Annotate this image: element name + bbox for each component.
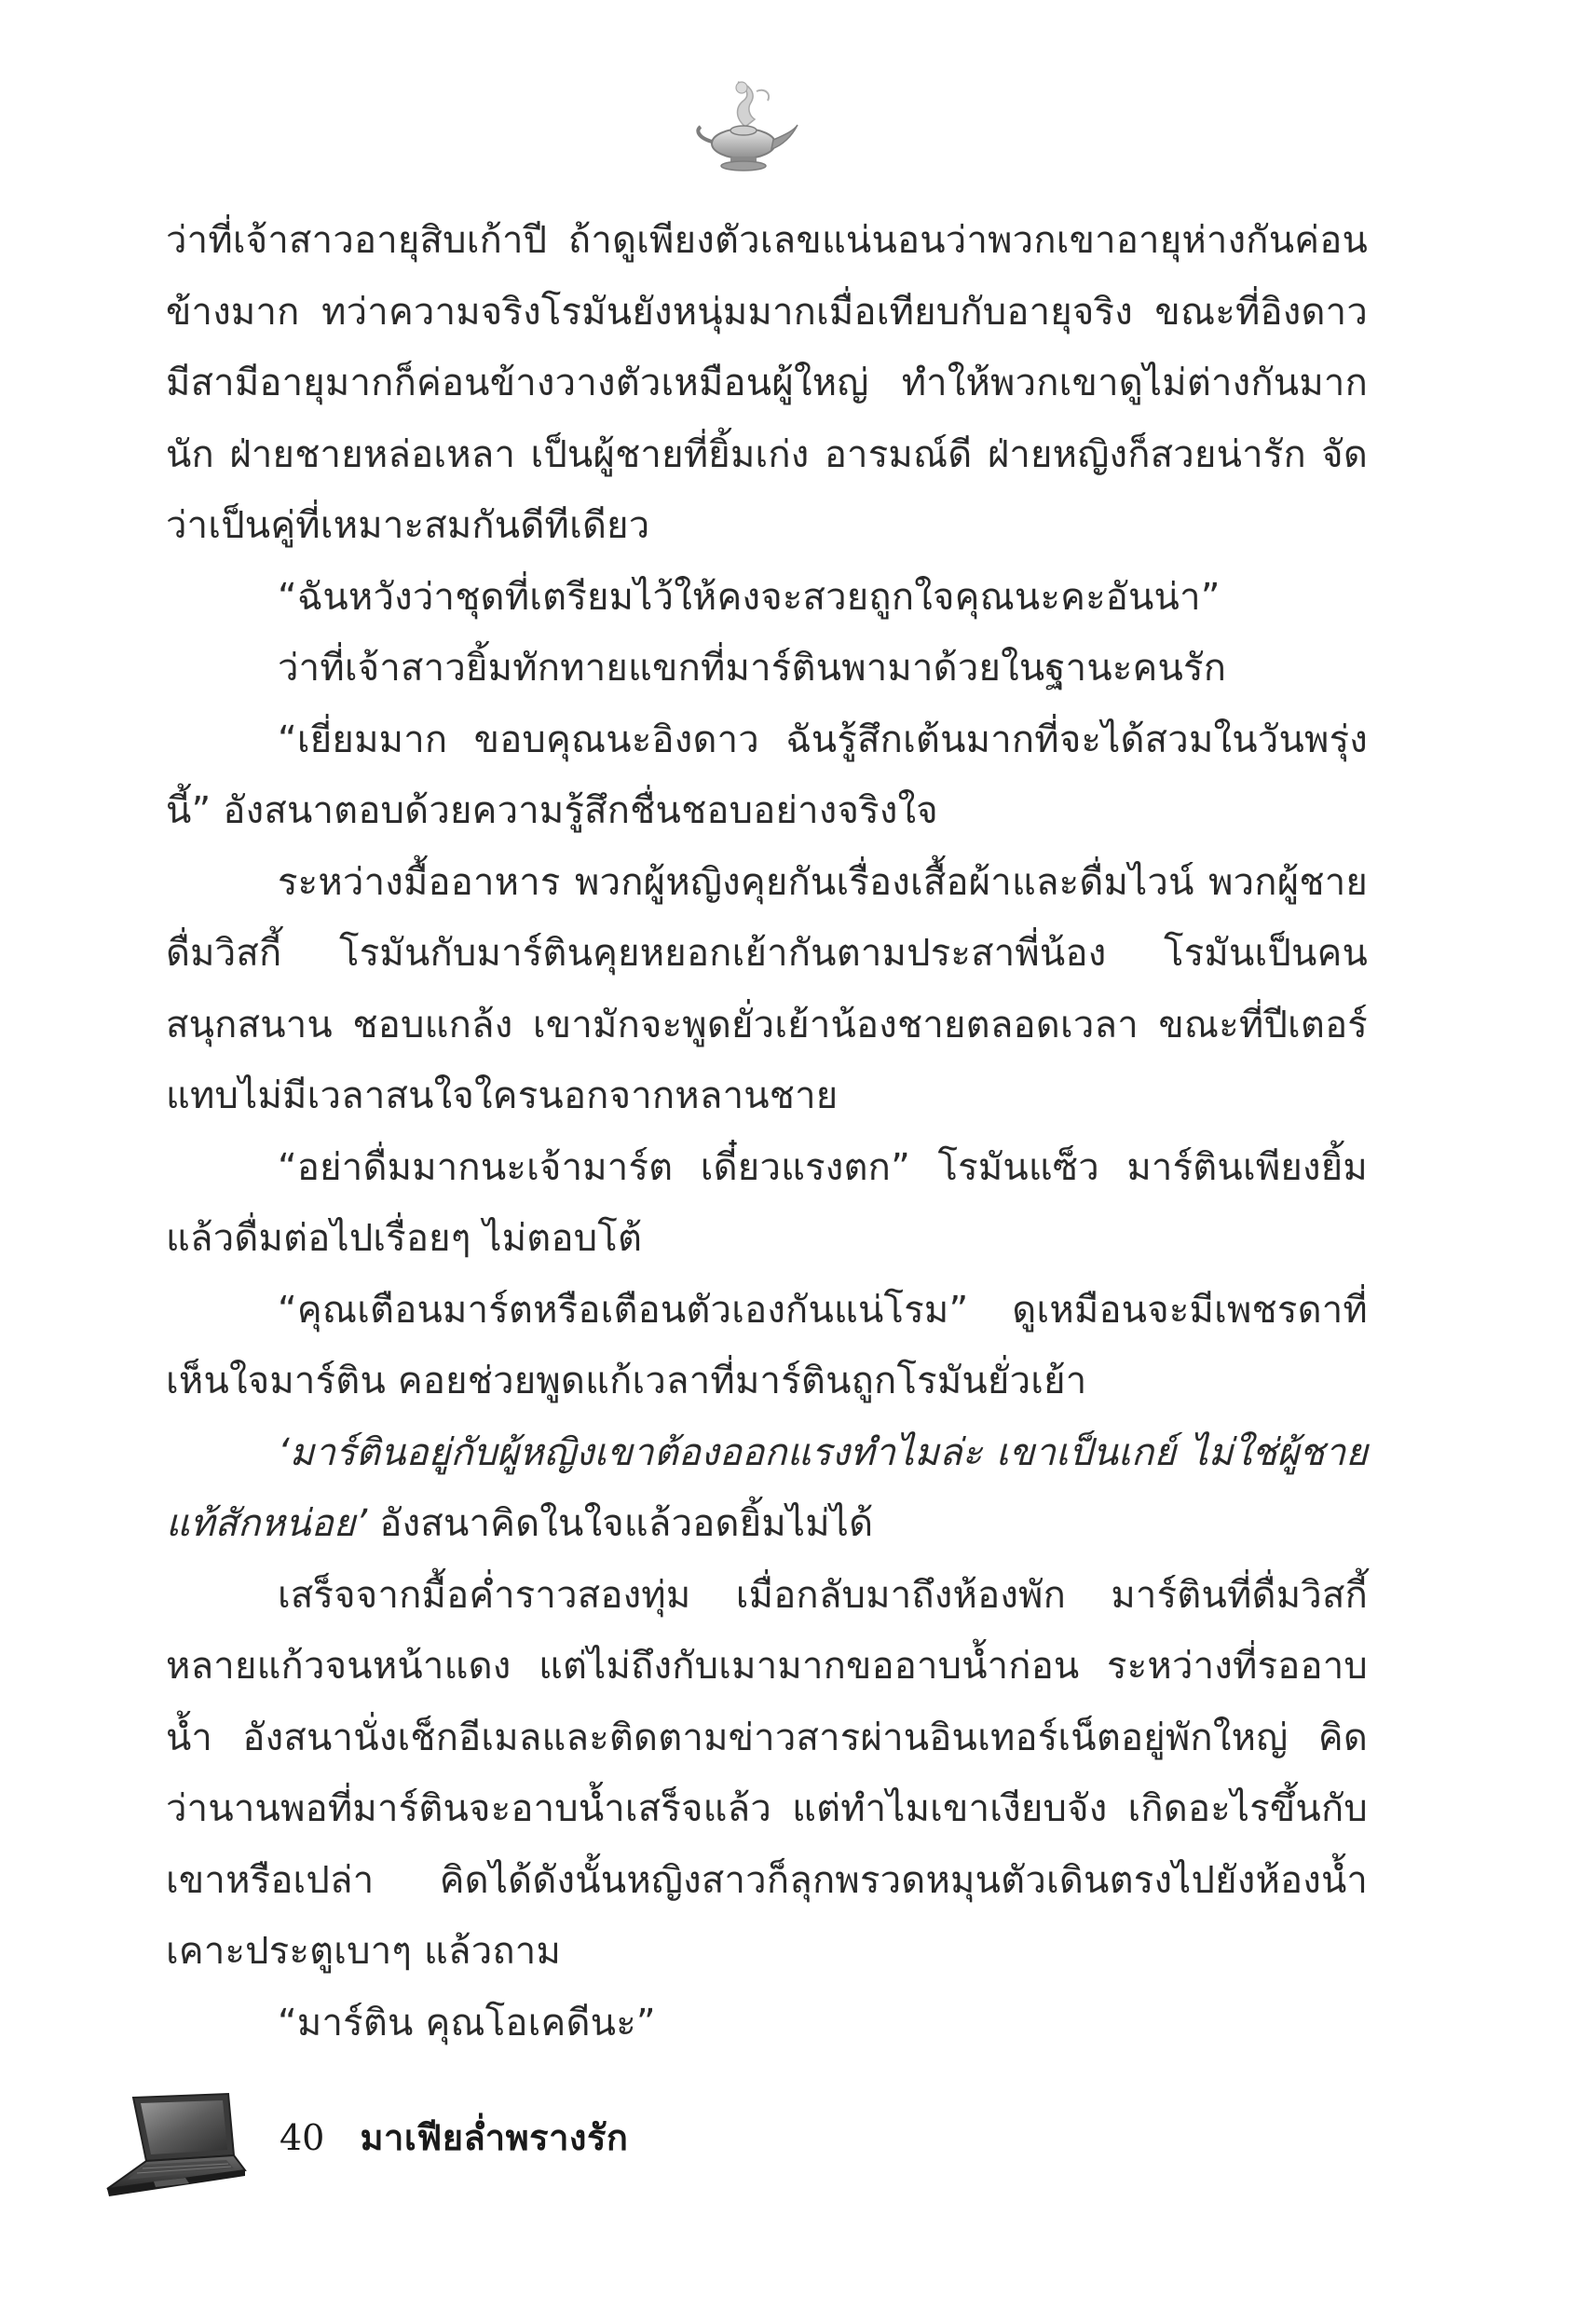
paragraph-5: ระหว่างมื้ออาหาร พวกผู้หญิงคุยกันเรื่องเสื้อผ้าและดื่มไวน์ พวกผู้ชายดื่มวิสกี้ โรมันกับมาร์ตินคุยหยอกเย้ากันตามประสาพี่น้อง โรมันเป็นคนสนุกสนาน ชอบแกล้ง เขามักจะพูดยั่วเย้าน้องชายตลอดเวลา ขณะที่ปีเตอร์แทบไม่มีเวลาสนใจใครนอกจากหลานชาย — [166, 860, 1368, 1117]
chapter-body — [166, 205, 1368, 2058]
magic-lamp-icon — [689, 73, 801, 175]
book-title: มาเฟียล่ำพรางรัก — [360, 2117, 629, 2158]
paragraph-8 — [166, 1417, 1368, 1560]
paragraph-3: ว่าที่เจ้าสาวยิ้มทักทายแขกที่มาร์ตินพามาด้วยในฐานะคนรัก — [278, 647, 1227, 690]
page-footer — [280, 2115, 628, 2160]
inner-thought-italic: ‘มาร์ตินอยู่กับผู้หญิงเขาต้องออกแรงทำไมล่ะ เขาเป็นเกย์ ไม่ใช่ผู้ชายแท้สักหน่อย’ — [166, 1430, 1368, 1545]
paragraph-4: “เยี่ยมมาก ขอบคุณนะอิงดาว ฉันรู้สึกเต้นมากที่จะได้สวมในวันพรุ่งนี้” อังสนาตอบด้วยความรู้สึกชื่นชอบอย่างจริงใจ — [166, 718, 1368, 832]
paragraph-7: “คุณเตือนมาร์ตหรือเตือนตัวเองกันแน่โรม” ดูเหมือนจะมีเพชรดาที่เห็นใจมาร์ติน คอยช่วยพูดแก้เวลาที่มาร์ตินถูกโรมันยั่วเย้า — [166, 1288, 1368, 1402]
paragraph-10: “มาร์ติน คุณโอเคดีนะ” — [278, 2001, 656, 2044]
paragraph-9: เสร็จจากมื้อค่ำราวสองทุ่ม เมื่อกลับมาถึงห้องพัก มาร์ตินที่ดื่มวิสกี้หลายแก้วจนหน้าแดง แต่ไม่ถึงกับเมามากขออาบน้ำก่อน ระหว่างที่รออาบน้ำ อังสนานั่งเช็กอีเมลและติดตามข่าวสารผ่านอินเทอร์เน็ตอยู่พักใหญ่ คิดว่านานพอที่มาร์ตินจะอาบน้ำเสร็จแล้ว แต่ทำไมเขาเงียบจัง เกิดอะไรขึ้นกับเขาหรือเปล่า คิดได้ดังนั้นหญิงสาวก็ลุกพรวดหมุนตัวเดินตรงไปยังห้องน้ำ เคาะประตูเบาๆ แล้วถาม — [166, 1573, 1368, 1973]
paragraph-6: “อย่าดื่มมากนะเจ้ามาร์ต เดี๋ยวแรงตก” โรมันแซ็ว มาร์ตินเพียงยิ้ม แล้วดื่มต่อไปเรื่อยๆ ไม่ตอบโต้ — [166, 1145, 1368, 1260]
laptop-icon — [89, 2092, 247, 2204]
page-number: 40 — [280, 2117, 325, 2158]
paragraph-2: “ฉันหวังว่าชุดที่เตรียมไว้ให้คงจะสวยถูกใจคุณนะคะอันน่า” — [278, 575, 1221, 619]
paragraph-1: ว่าที่เจ้าสาวอายุสิบเก้าปี ถ้าดูเพียงตัวเลขแน่นอนว่าพวกเขาอายุห่างกันค่อนข้างมาก ทว่าความจริงโรมันยังหนุ่มมากเมื่อเทียบกับอายุจริง ขณะที่อิงดาวมีสามีอายุมากก็ค่อนข้างวางตัวเหมือนผู้ใหญ่ ทำให้พวกเขาดูไม่ต่างกันมากนัก ฝ่ายชายหล่อเหลา เป็นผู้ชายที่ยิ้มเก่ง อารมณ์ดี ฝ่ายหญิงก็สวยน่ารัก จัดว่าเป็นคู่ที่เหมาะสมกันดีทีเดียว — [166, 219, 1368, 547]
paragraph-8-rest: อังสนาคิดในใจแล้วอดยิ้มไม่ได้ — [367, 1502, 874, 1545]
